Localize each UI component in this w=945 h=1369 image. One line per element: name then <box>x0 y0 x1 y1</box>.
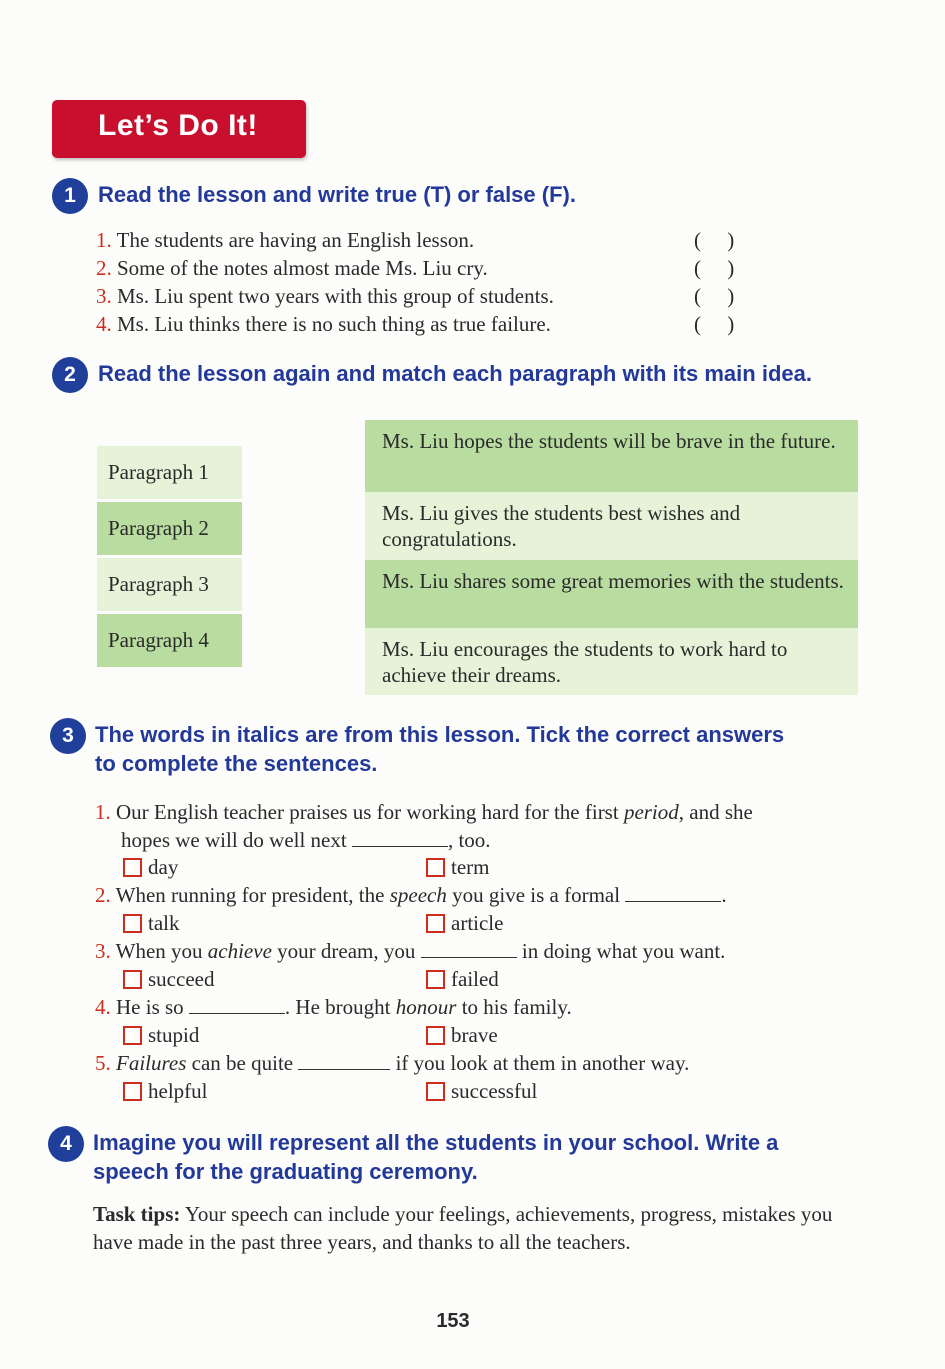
answer-blank[interactable] <box>625 881 721 902</box>
checkbox[interactable] <box>426 858 445 877</box>
answer-blank-2[interactable]: ( ) <box>694 256 735 280</box>
section-1-heading <box>52 178 576 214</box>
answer-blank-4[interactable]: ( ) <box>694 312 735 336</box>
section-4-number: 4 <box>48 1126 84 1162</box>
section-1-number: 1 <box>52 178 88 214</box>
option-q5-b[interactable]: successful <box>426 1077 537 1105</box>
option-q2-b[interactable]: article <box>426 909 503 937</box>
paragraph-4-box[interactable]: Paragraph 4 <box>97 614 242 667</box>
option-q3-b[interactable]: failed <box>426 965 499 993</box>
option-q1-a[interactable]: day <box>123 853 178 881</box>
paragraph-3-box[interactable]: Paragraph 3 <box>97 558 242 611</box>
option-q4-a[interactable]: stupid <box>123 1021 199 1049</box>
paragraph-2-box[interactable]: Paragraph 2 <box>97 502 242 555</box>
section-3-title: The words in italics are from this lesson. Tick the correct answers to complete the sentences. <box>95 722 785 776</box>
main-idea-1[interactable]: Ms. Liu hopes the students will be brave in the future. <box>365 420 858 492</box>
section-4-title: Imagine you will represent all the students in your school. Write a speech for the graduating ceremony. <box>93 1130 779 1184</box>
paragraph-1-box[interactable]: Paragraph 1 <box>97 446 242 499</box>
section-2-heading <box>52 357 812 393</box>
task-tips-text: Your speech can include your feelings, achievements, progress, mistakes you have made in the past three years, and thanks to all the teachers. <box>93 1202 833 1254</box>
question-5: 5. Failures can be quite if you look at them in another way. <box>95 1051 690 1075</box>
checkbox[interactable] <box>123 970 142 989</box>
answer-blank[interactable] <box>298 1049 390 1070</box>
tf-item-4: 4. Ms. Liu thinks there is no such thing as true failure. <box>96 312 551 336</box>
question-4: 4. He is so . He brought honour to his family. <box>95 995 572 1019</box>
option-q4-b[interactable]: brave <box>426 1021 498 1049</box>
task-tips <box>93 1200 853 1256</box>
main-idea-2[interactable]: Ms. Liu gives the students best wishes and congratulations. <box>365 492 858 560</box>
section-1-title: Read the lesson and write true (T) or false (F). <box>98 182 576 207</box>
checkbox[interactable] <box>426 1082 445 1101</box>
checkbox[interactable] <box>426 970 445 989</box>
checkbox[interactable] <box>426 1026 445 1045</box>
option-q3-a[interactable]: succeed <box>123 965 214 993</box>
lets-do-it-banner <box>52 100 306 158</box>
checkbox[interactable] <box>123 914 142 933</box>
main-idea-3[interactable]: Ms. Liu shares some great memories with the students. <box>365 560 858 628</box>
answer-blank-1[interactable]: ( ) <box>694 228 735 252</box>
option-q2-a[interactable]: talk <box>123 909 180 937</box>
checkbox[interactable] <box>123 858 142 877</box>
checkbox[interactable] <box>123 1082 142 1101</box>
tf-item-1: 1. The students are having an English lesson. <box>96 228 475 252</box>
answer-blank[interactable] <box>189 993 285 1014</box>
main-idea-4[interactable]: Ms. Liu encourages the students to work hard to achieve their dreams. <box>365 628 858 695</box>
answer-blank-3[interactable]: ( ) <box>694 284 735 308</box>
section-3-number: 3 <box>50 718 86 754</box>
checkbox[interactable] <box>426 914 445 933</box>
banner-title: Let’s Do It! <box>98 109 258 142</box>
tf-item-3: 3. Ms. Liu spent two years with this group of students. <box>96 284 554 308</box>
page-number: 153 <box>436 1310 470 1332</box>
tf-item-2: 2. Some of the notes almost made Ms. Liu cry. <box>96 256 488 280</box>
question-1: 1. Our English teacher praises us for working hard for the first period, and she <box>95 800 753 824</box>
checkbox[interactable] <box>123 1026 142 1045</box>
question-2: 2. When running for president, the speech you give is a formal . <box>95 883 727 907</box>
answer-blank[interactable] <box>421 937 517 958</box>
section-2-title: Read the lesson again and match each paragraph with its main idea. <box>98 361 812 386</box>
task-tips-label: Task tips: <box>93 1202 181 1226</box>
question-1-line-2: hopes we will do well next , too. <box>121 828 491 852</box>
option-q5-a[interactable]: helpful <box>123 1077 207 1105</box>
section-3-heading <box>50 718 784 778</box>
question-3: 3. When you achieve your dream, you in doing what you want. <box>95 939 726 963</box>
answer-blank[interactable] <box>352 826 448 847</box>
section-2-number: 2 <box>52 357 88 393</box>
option-q1-b[interactable]: term <box>426 853 489 881</box>
section-4-heading <box>48 1126 778 1186</box>
